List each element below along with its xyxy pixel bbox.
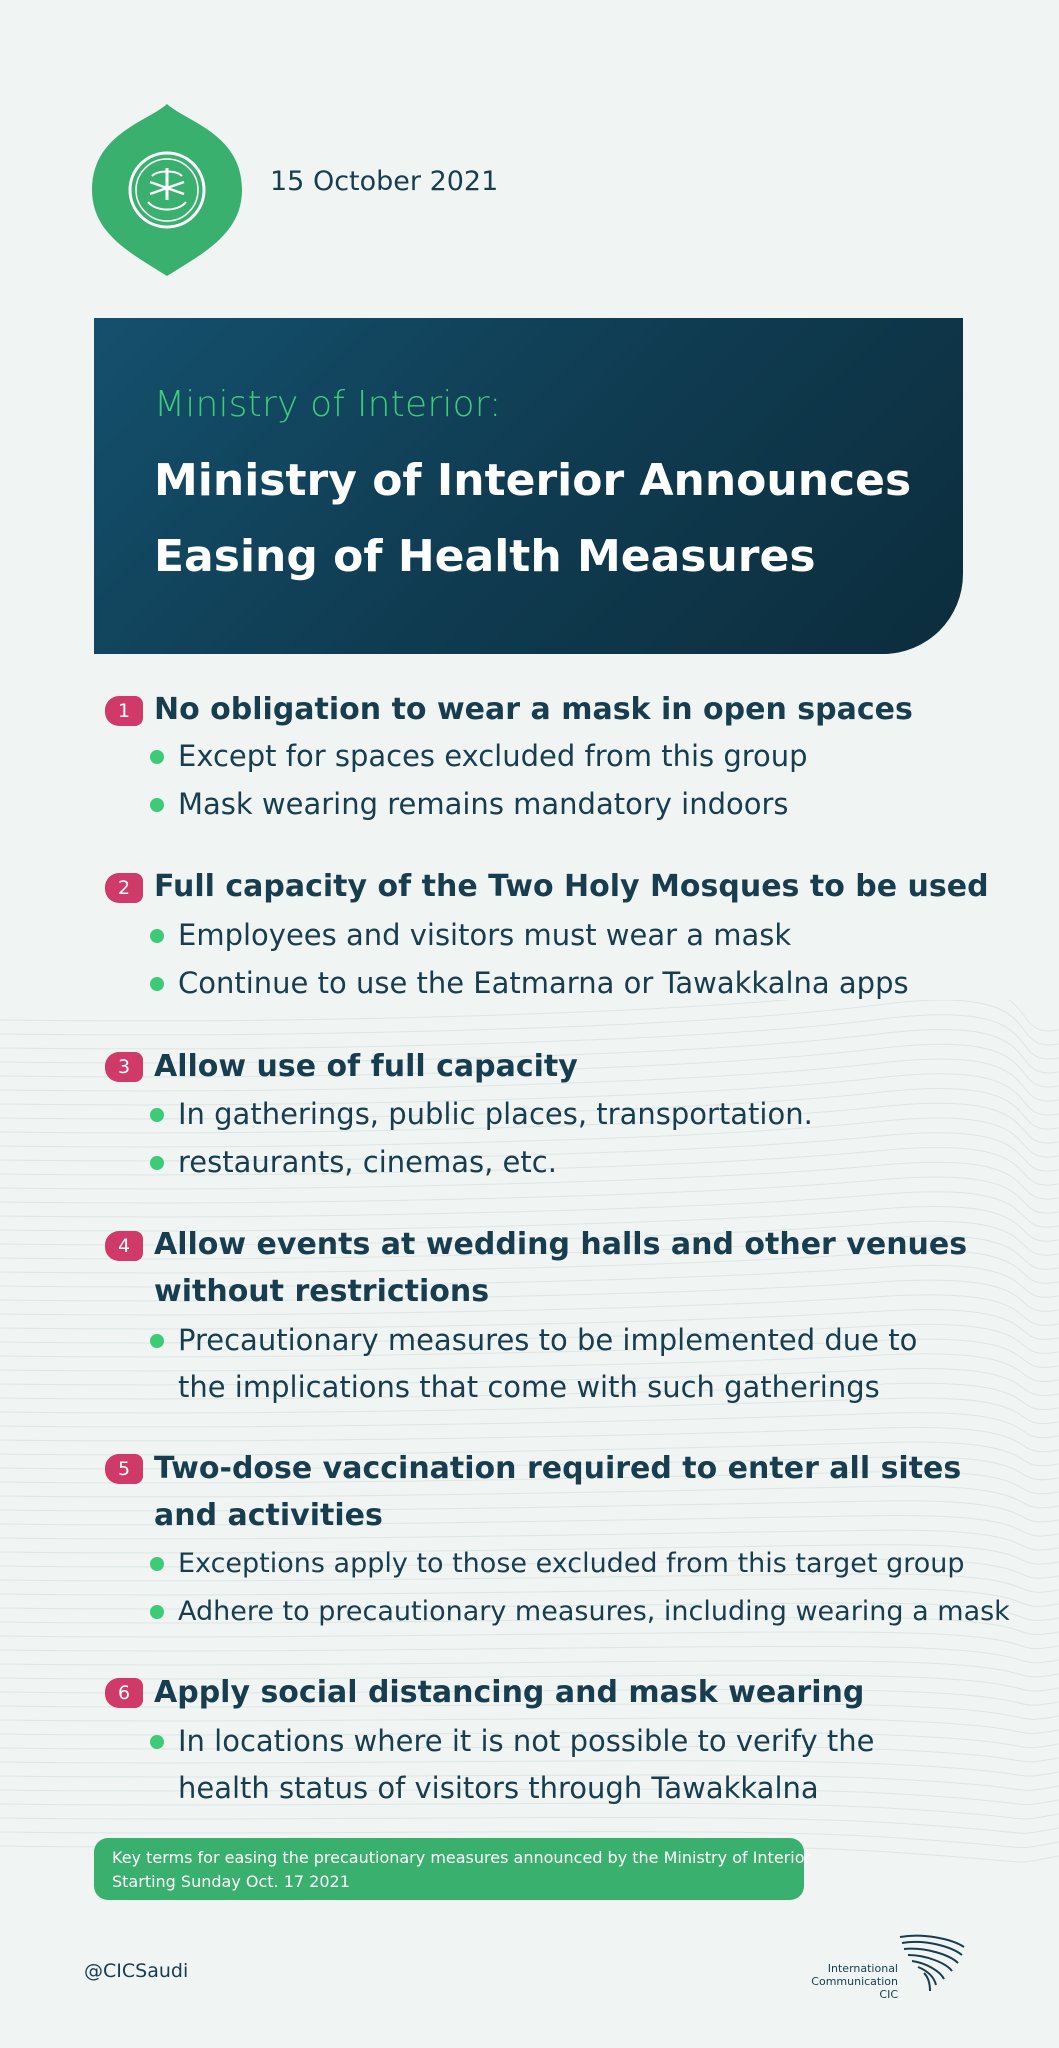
- cic-wordmark: International Communication CIC: [811, 1962, 898, 2001]
- measure-title: without restrictions: [154, 1274, 490, 1309]
- bullet-dot: [150, 1735, 164, 1749]
- bullet-dot: [150, 798, 164, 812]
- measure-title: Allow events at wedding halls and other venues: [154, 1227, 968, 1262]
- cic-logo: [814, 1925, 974, 2005]
- footer-note-line: Key terms for easing the precautionary measures announced by the Ministry of Interior: [112, 1848, 812, 1867]
- bullet-dot: [150, 929, 164, 943]
- bullet-dot: [150, 977, 164, 991]
- banner-headline: [154, 443, 963, 595]
- measure-number-badge: 3: [105, 1052, 143, 1082]
- measure-title: Full capacity of the Two Holy Mosques to be used: [154, 869, 989, 904]
- measure-detail: health status of visitors through Tawakkalna: [178, 1771, 819, 1805]
- measure-detail: the implications that come with such gatherings: [178, 1370, 880, 1404]
- measure-number-badge: 1: [105, 696, 143, 726]
- bullet-dot: [150, 1108, 164, 1122]
- measure-detail: Adhere to precautionary measures, including wearing a mask: [178, 1596, 1010, 1627]
- measure-title: Two-dose vaccination required to enter all sites: [154, 1451, 962, 1486]
- bullet-dot: [150, 1557, 164, 1571]
- measure-detail: Except for spaces excluded from this group: [178, 739, 808, 773]
- footer-note-line: Starting Sunday Oct. 17 2021: [112, 1872, 350, 1891]
- bullet-dot: [150, 1334, 164, 1348]
- measure-number-badge: 6: [105, 1678, 143, 1708]
- measure-detail: Employees and visitors must wear a mask: [178, 918, 792, 952]
- measure-detail: In locations where it is not possible to verify the: [178, 1724, 875, 1758]
- measure-detail: Precautionary measures to be implemented due to: [178, 1323, 918, 1357]
- measure-title: and activities: [154, 1498, 383, 1533]
- banner-kicker: Ministry of Interior:: [154, 384, 502, 425]
- bullet-dot: [150, 750, 164, 764]
- measure-detail: Mask wearing remains mandatory indoors: [178, 787, 789, 821]
- measure-detail: restaurants, cinemas, etc.: [178, 1145, 557, 1179]
- measure-detail: In gatherings, public places, transportation.: [178, 1097, 813, 1131]
- measure-number-badge: 4: [105, 1231, 143, 1261]
- measure-number-badge: 5: [105, 1454, 143, 1484]
- bullet-dot: [150, 1605, 164, 1619]
- headline-line: Ministry of Interior Announces: [154, 455, 912, 506]
- measure-title: No obligation to wear a mask in open spaces: [154, 692, 913, 727]
- bullet-dot: [150, 1156, 164, 1170]
- headline-banner: [94, 318, 963, 654]
- headline-line: Easing of Health Measures: [154, 531, 816, 582]
- announcement-date: 15 October 2021: [270, 166, 499, 197]
- measure-detail: Exceptions apply to those excluded from this target group: [178, 1548, 965, 1579]
- footer-note: [94, 1838, 812, 1900]
- measure-title: Apply social distancing and mask wearing: [154, 1675, 865, 1710]
- measure-detail: Continue to use the Eatmarna or Tawakkalna apps: [178, 966, 909, 1000]
- measure-title: Allow use of full capacity: [154, 1049, 578, 1084]
- measure-number-badge: 2: [105, 873, 143, 903]
- ministry-emblem-logo: [92, 104, 242, 276]
- social-handle: @CICSaudi: [84, 1960, 189, 1982]
